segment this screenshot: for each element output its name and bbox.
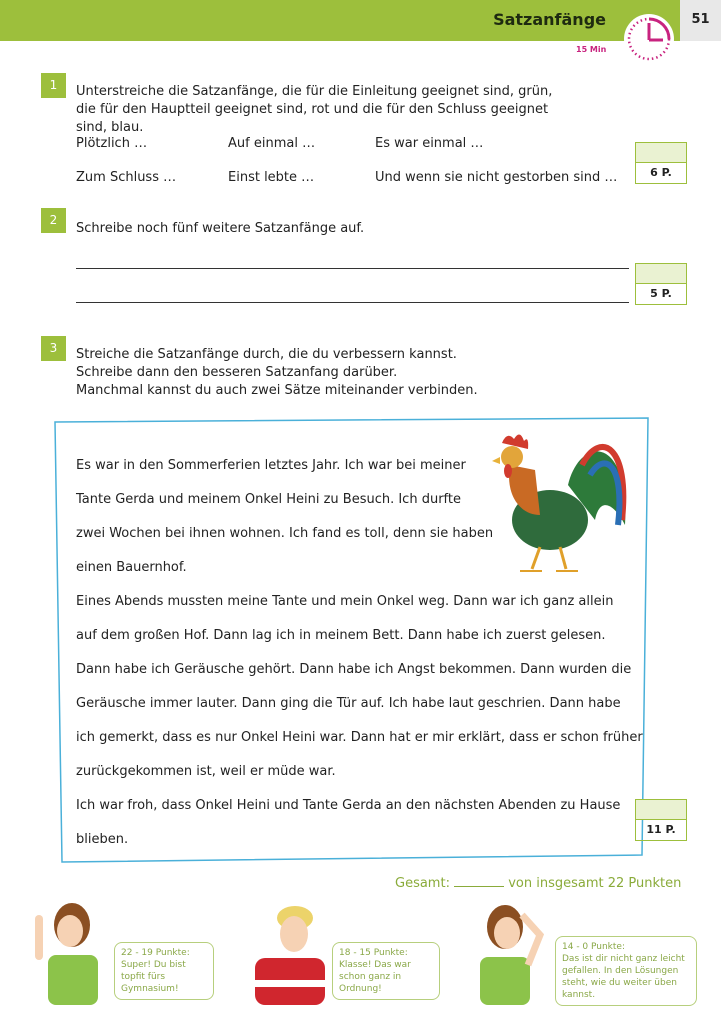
story-line[interactable]: Dann habe ich Geräusche gehört. Dann habe ich Angst bekommen. Dann wurden die: [76, 662, 632, 677]
story-line[interactable]: zurückgekommen ist, weil er müde war.: [76, 764, 336, 779]
page-number: 51: [680, 0, 721, 41]
story-line[interactable]: Es war in den Sommerferien letztes Jahr. Ich war bei meiner: [76, 458, 466, 473]
story-line[interactable]: blieben.: [76, 832, 129, 847]
task-number-2: 2: [41, 208, 66, 233]
option[interactable]: Es war einmal …: [375, 136, 484, 151]
points-label: 5 P.: [650, 287, 672, 300]
rating-bubble: [555, 936, 697, 1006]
task-number-3: 3: [41, 336, 66, 361]
option[interactable]: Und wenn sie nicht gestorben sind …: [375, 170, 618, 185]
rating-text: Klasse! Das war schon ganz in Ordnung!: [339, 960, 411, 994]
task2-instruction: Schreibe noch fünf weitere Satzanfänge auf.: [76, 221, 365, 236]
story-line[interactable]: auf dem großen Hof. Dann lag ich in meinem Bett. Dann habe ich zuerst gelesen.: [76, 628, 606, 643]
task1-instruction: Unterstreiche die Satzanfänge, die für die Einleitung geeignet sind, grün, die für den Hauptteil geeignet sind, rot und die für den Schluss geeignet sind, blau.: [76, 84, 553, 135]
page-title: Satzanfänge: [493, 10, 606, 29]
rating-range: 18 - 15 Punkte:: [339, 948, 408, 958]
option[interactable]: Zum Schluss …: [76, 170, 177, 185]
story-line[interactable]: ich gemerkt, dass es nur Onkel Heini war. Dann hat er mir erklärt, dass er schon früher: [76, 730, 643, 745]
story-line[interactable]: Geräusche immer lauter. Dann ging die Tür auf. Ich habe laut geschrien. Dann habe: [76, 696, 621, 711]
girl-thinking-illustration: [460, 895, 550, 1005]
time-label: 15 Min: [576, 45, 607, 54]
total-prefix: Gesamt:: [395, 876, 450, 891]
rating-bubble: [332, 942, 440, 1000]
rooster-illustration: [490, 425, 630, 577]
rating-text: Super! Du bist topfit fürs Gymnasium!: [121, 960, 186, 994]
task3-instruction-line: Streiche die Satzanfänge durch, die du verbessern kannst.: [76, 347, 457, 362]
boy-illustration: [250, 900, 330, 1005]
rating-range: 22 - 19 Punkte:: [121, 948, 190, 958]
rating-text: Das ist dir nicht ganz leicht gefallen. In den Lösungen steht, wie du weiter üben kannst.: [562, 954, 685, 1000]
rating-range: 14 - 0 Punkte:: [562, 942, 625, 952]
points-label: 11 P.: [646, 823, 676, 836]
girl-thumbs-up-illustration: [30, 895, 110, 1005]
story-line[interactable]: zwei Wochen bei ihnen wohnen. Ich fand es toll, denn sie haben: [76, 526, 494, 541]
points-label: 6 P.: [650, 166, 672, 179]
rating-bubble: [114, 942, 214, 1000]
story-line[interactable]: Ich war froh, dass Onkel Heini und Tante Gerda an den nächsten Abenden zu Hause: [76, 798, 621, 813]
total-input[interactable]: [454, 886, 504, 887]
task3-instruction-line: Schreibe dann den besseren Satzanfang darüber.: [76, 365, 398, 380]
option[interactable]: Einst lebte …: [228, 170, 315, 185]
task-number-1: 1: [41, 73, 66, 98]
story-line[interactable]: Tante Gerda und meinem Onkel Heini zu Besuch. Ich durfte: [76, 492, 461, 507]
total-line: [395, 876, 681, 891]
story-line[interactable]: Eines Abends mussten meine Tante und mein Onkel weg. Dann war ich ganz allein: [76, 594, 614, 609]
task3-instruction-line: Manchmal kannst du auch zwei Sätze miteinander verbinden.: [76, 383, 478, 398]
score-box-3[interactable]: [635, 799, 687, 841]
option[interactable]: Plötzlich …: [76, 136, 148, 151]
total-suffix: von insgesamt 22 Punkten: [508, 876, 682, 891]
story-line[interactable]: einen Bauernhof.: [76, 560, 187, 575]
option[interactable]: Auf einmal …: [228, 136, 316, 151]
